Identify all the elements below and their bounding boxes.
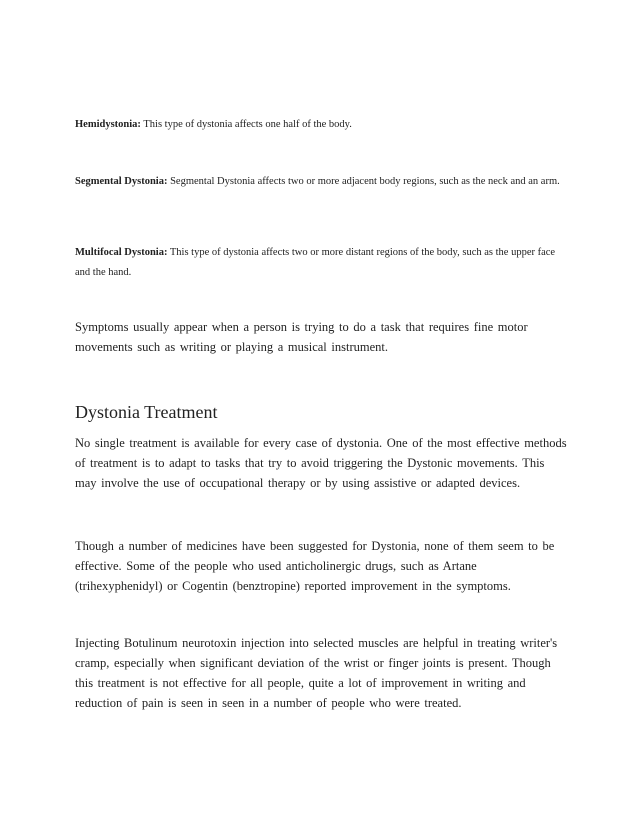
definition-text: Segmental Dystonia affects two or more adjacent body regions, such as the neck and an arm. [167, 176, 560, 187]
treatment-paragraph: Though a number of medicines have been suggested for Dystonia, none of them seem to be effective. Some of the people who used anticholinergic drugs, such as Artane (trihexyphenidyl) or Cogentin (benztropine) reported improvement in the symptoms. [75, 539, 555, 593]
symptoms-paragraph: Symptoms usually appear when a person is trying to do a task that requires fine motor movements such as writing or playing a musical instrument. [75, 320, 528, 354]
definition-text: This type of dystonia affects one half of the body. [140, 119, 352, 130]
definition-segmental-dystonia [75, 172, 567, 192]
definition-term: Hemidystonia: [75, 119, 141, 130]
definition-hemidystonia [75, 115, 567, 135]
definition-term: Multifocal Dystonia: [75, 247, 168, 258]
treatment-paragraph: No single treatment is available for every case of dystonia. One of the most effective methods of treatment is to adapt to tasks that try to avoid triggering the Dystonic movements. This may involve the use of occupational therapy or by using assistive or adapted devices. [75, 436, 567, 490]
section-heading: Dystonia Treatment [75, 402, 218, 422]
definition-term: Segmental Dystonia: [75, 176, 168, 187]
definition-text: This type of dystonia affects two or more distant regions of the body, such as the upper face and the hand. [75, 247, 556, 278]
definition-multifocal-dystonia [75, 243, 567, 283]
treatment-paragraph: Injecting Botulinum neurotoxin injection into selected muscles are helpful in treating writer's cramp, especially when significant deviation of the wrist or finger joints is present. Though this treatment is not effective for all people, quite a lot of improvement in writing and reduction of pain is seen in seen in a number of people who were treated. [75, 636, 558, 710]
